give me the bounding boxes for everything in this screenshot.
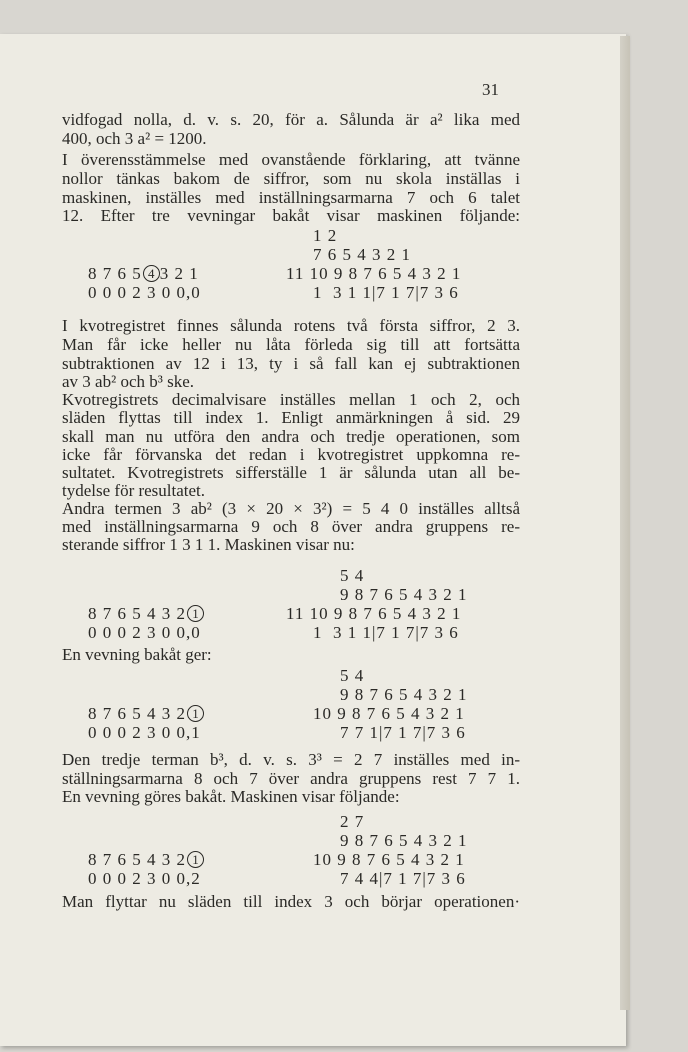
page-number: 31 bbox=[482, 80, 499, 99]
text-line: sultatet. Kvotregistrets sifferställe 1 är sålunda utan all be- bbox=[62, 463, 520, 482]
register-right-row1: 11 10 9 8 7 6 5 4 3 2 1 bbox=[286, 264, 462, 283]
text-line: nollor tänkas bakom de siffror, som nu skola inställas i bbox=[62, 169, 520, 188]
register-top-digits: 1 2 bbox=[313, 226, 338, 245]
text-line: tydelse för resultatet. bbox=[62, 481, 206, 500]
register-right-row1: 10 9 8 7 6 5 4 3 2 1 bbox=[313, 850, 465, 869]
register-left-row2: 0 0 0 2 3 0 0,2 bbox=[88, 869, 201, 888]
text-line: ställningsarmarna 8 och 7 över andra gruppens rest 7 7 1. bbox=[62, 769, 520, 788]
register-top-digits: 5 4 bbox=[340, 566, 365, 585]
text-line: I överensstämmelse med ovanstående förklaring, att tvänne bbox=[62, 150, 520, 169]
text-line: Man får icke heller nu låta förleda sig till att fortsätta bbox=[62, 335, 520, 354]
register-left-row1: 8 7 6 5 4 3 2 1 bbox=[88, 850, 204, 869]
text-line: vidfogad nolla, d. v. s. 20, för a. Sålunda är a² lika med bbox=[62, 110, 520, 129]
register-mid-digits: 9 8 7 6 5 4 3 2 1 bbox=[340, 585, 468, 604]
text-line: 12. Efter tre vevningar bakåt visar maskinen följande: bbox=[62, 206, 520, 225]
text-line: skall man nu utföra den andra och tredje operationen, som bbox=[62, 427, 520, 446]
text-line: Andra termen 3 ab² (3 × 20 × 3²) = 5 4 0 inställes alltså bbox=[62, 499, 520, 518]
circled-digit: 1 bbox=[187, 851, 204, 868]
text-line: av 3 ab² och b³ ske. bbox=[62, 372, 194, 391]
register-mid-digits: 7 6 5 4 3 2 1 bbox=[313, 245, 411, 264]
register-right-row1: 10 9 8 7 6 5 4 3 2 1 bbox=[313, 704, 465, 723]
text-line: sterande siffror 1 3 1 1. Maskinen visar nu: bbox=[62, 535, 355, 554]
register-left-row2: 0 0 0 2 3 0 0,0 bbox=[88, 283, 201, 302]
register-top-digits: 2 7 bbox=[340, 812, 365, 831]
text-line: subtraktionen av 12 i 13, ty i så fall kan ej subtraktionen bbox=[62, 354, 520, 373]
register-left-row2: 0 0 0 2 3 0 0,1 bbox=[88, 723, 201, 742]
register-top-digits: 5 4 bbox=[340, 666, 365, 685]
register-left-row1: 8 7 6 5 4 3 2 1 bbox=[88, 604, 204, 623]
text-line: maskinen, inställes med inställningsarmarna 7 och 6 talet bbox=[62, 188, 520, 207]
text-line: icke får förvanska det redan i kvotregistret uppkomna re- bbox=[62, 445, 520, 464]
register-left-row1: 8 7 6 5 4 3 2 1 bbox=[88, 704, 204, 723]
circled-digit: 4 bbox=[143, 265, 160, 282]
text-line: En vevning göres bakåt. Maskinen visar följande: bbox=[62, 787, 400, 806]
register-right-row2: 7 4 4|7 1 7|7 3 6 bbox=[340, 869, 466, 888]
text-line: med inställningsarmarna 9 och 8 över andra gruppens re- bbox=[62, 517, 520, 536]
register-right-row1: 11 10 9 8 7 6 5 4 3 2 1 bbox=[286, 604, 462, 623]
register-right-row2: 7 7 1|7 1 7|7 3 6 bbox=[340, 723, 466, 742]
text-line: En vevning bakåt ger: bbox=[62, 645, 212, 664]
register-mid-digits: 9 8 7 6 5 4 3 2 1 bbox=[340, 831, 468, 850]
text-line: Den tredje terman b³, d. v. s. 3³ = 2 7 inställes med in- bbox=[62, 750, 520, 769]
register-left-row1: 8 7 6 5 4 3 2 1 bbox=[88, 264, 199, 283]
register-left-row2: 0 0 0 2 3 0 0,0 bbox=[88, 623, 201, 642]
text-line: Man flyttar nu släden till index 3 och börjar operationen· bbox=[62, 892, 520, 911]
circled-digit: 1 bbox=[187, 605, 204, 622]
text-line: Kvotregistrets decimalvisare inställes mellan 1 och 2, och bbox=[62, 390, 520, 409]
register-right-row2: 1 3 1 1|7 1 7|7 3 6 bbox=[313, 283, 459, 302]
text-line: släden flyttas till index 1. Enligt anmärkningen å sid. 29 bbox=[62, 408, 520, 427]
text-line: I kvotregistret finnes sålunda rotens två första siffror, 2 3. bbox=[62, 316, 520, 335]
page-edge bbox=[620, 36, 630, 1010]
register-right-row2: 1 3 1 1|7 1 7|7 3 6 bbox=[313, 623, 459, 642]
circled-digit: 1 bbox=[187, 705, 204, 722]
register-mid-digits: 9 8 7 6 5 4 3 2 1 bbox=[340, 685, 468, 704]
text-line: 400, och 3 a² = 1200. bbox=[62, 129, 207, 148]
